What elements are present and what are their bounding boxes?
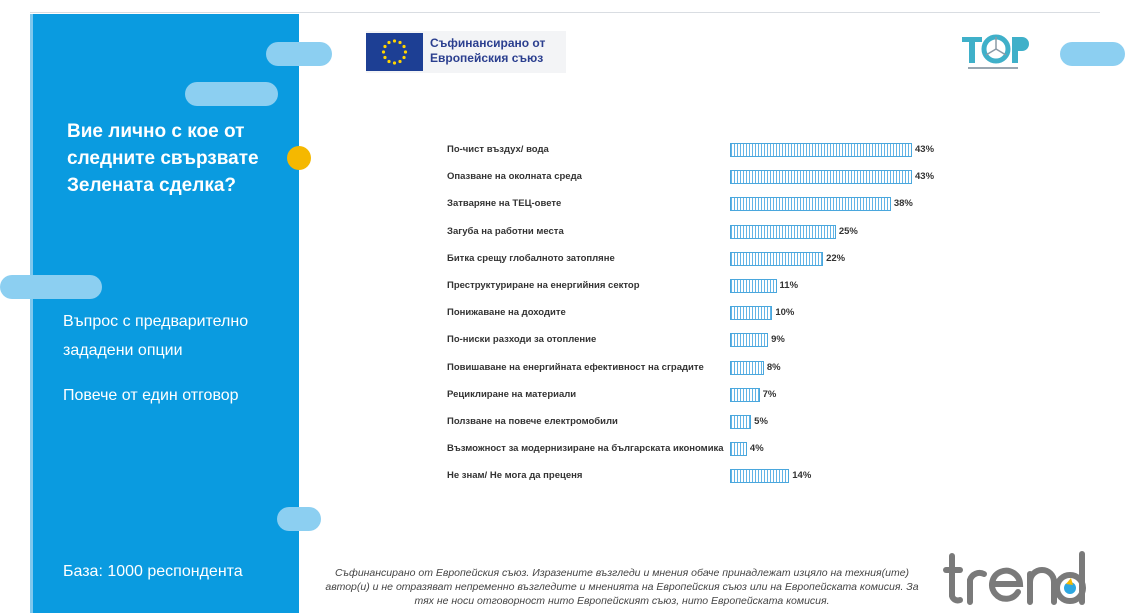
eu-disclaimer: Съфинансирано от Европейския съюз. Изразените възгледи и мнения обаче принадлежат изцяло на техния(ите) автор(и) и не отразяват непременно възгледите и мненията на Европейския съюз или на Европейската комисия. За тях не носи отговорност нито Европейският съюз, нито Европейската комисия. (325, 567, 919, 607)
bar-value-label: 25% (838, 225, 858, 237)
bar-value-label: 4% (749, 443, 764, 455)
bar-value-label: 43% (915, 144, 935, 155)
bar-row (440, 218, 960, 245)
bar (730, 252, 823, 266)
bar (730, 225, 836, 239)
eu-star-icon (387, 41, 390, 44)
eu-logo-text (430, 36, 545, 66)
bar-row (440, 245, 960, 272)
category-label: Битка срещу глобалното затопляне (447, 252, 615, 264)
bar-value-label: 14% (792, 470, 812, 482)
bar-row (440, 435, 960, 462)
eu-star-icon (383, 45, 386, 48)
bar-row (440, 272, 960, 299)
category-label: Възможност за модернизиране на българската икономика (447, 443, 724, 455)
bar (730, 388, 760, 402)
eu-star-icon (382, 50, 385, 53)
eu-star-icon (393, 61, 396, 64)
question-title: Вие лично с кое от следните свързвате Зелената сделка? (67, 121, 259, 196)
category-label: Опазване на околната среда (447, 171, 582, 183)
decor-pill (277, 507, 321, 531)
bar-row (440, 381, 960, 408)
category-label: По-чист въздух/ вода (447, 144, 549, 155)
bar (730, 197, 891, 211)
bar-row (440, 136, 960, 163)
eu-star-icon (402, 45, 405, 48)
bar-value-label: 38% (893, 198, 913, 210)
decor-pill (0, 275, 102, 299)
bar (730, 170, 912, 184)
category-label: Понижаване на доходите (447, 307, 566, 319)
eu-logo-line1: Съфинансирано от (430, 36, 546, 50)
eu-star-icon (398, 60, 401, 63)
bar-row (440, 326, 960, 353)
bar (730, 333, 768, 347)
bar-value-label: 22% (826, 252, 846, 264)
bar-row (440, 462, 960, 489)
eu-flag-icon (366, 33, 423, 71)
category-label: Затваряне на ТЕЦ-овете (447, 198, 562, 210)
bar-row (440, 163, 960, 190)
bar-row (440, 190, 960, 217)
eu-star-icon (387, 60, 390, 63)
eu-star-icon (402, 56, 405, 59)
decor-yellow-dot (287, 146, 311, 170)
trend-logo (942, 548, 1092, 608)
bar (730, 143, 912, 157)
bar (730, 361, 764, 375)
eu-logo-line2: Европейския съюз (430, 51, 544, 65)
bar-value-label: 8% (766, 361, 781, 373)
multi-answer-note: Повече от един отговор (63, 387, 239, 404)
bar-value-label: 11% (779, 280, 799, 291)
eu-cofunded-logo (366, 31, 566, 73)
eu-star-icon (404, 50, 407, 53)
sample-base: База: 1000 респондента (63, 563, 243, 580)
category-label: Преструктуриране на енергийния сектор (447, 280, 640, 291)
bar-row (440, 408, 960, 435)
bar-value-label: 43% (915, 171, 935, 183)
category-label: Повишаване на енергийната ефективност на сградите (447, 361, 704, 373)
decor-pill (266, 42, 332, 66)
bar (730, 306, 772, 320)
bar (730, 279, 777, 293)
category-label: Загуба на работни места (447, 225, 564, 237)
bar (730, 415, 751, 429)
category-label: Не знам/ Не мога да преценя (447, 470, 583, 482)
bar-value-label: 9% (771, 334, 785, 346)
decor-pill (185, 82, 278, 106)
bar-value-label: 7% (762, 388, 777, 400)
eu-star-icon (398, 41, 401, 44)
bar-value-label: 5% (754, 416, 768, 427)
bar (730, 469, 789, 483)
category-label: Ползване на повече електромобили (447, 416, 618, 427)
top-project-logo (962, 33, 1038, 75)
horizontal-bar-chart (440, 136, 960, 491)
bar-row (440, 354, 960, 381)
bar-value-label: 10% (775, 307, 795, 319)
category-label: Рециклиране на материали (447, 388, 577, 400)
bar-row (440, 299, 960, 326)
eu-star-icon (393, 39, 396, 42)
question-type-note: Въпрос с предварително зададени опции (63, 313, 249, 359)
category-label: По-ниски разходи за отопление (447, 334, 597, 346)
eu-star-icon (383, 56, 386, 59)
top-border-line (30, 12, 1100, 13)
decor-pill (1060, 42, 1125, 66)
bar (730, 442, 747, 456)
